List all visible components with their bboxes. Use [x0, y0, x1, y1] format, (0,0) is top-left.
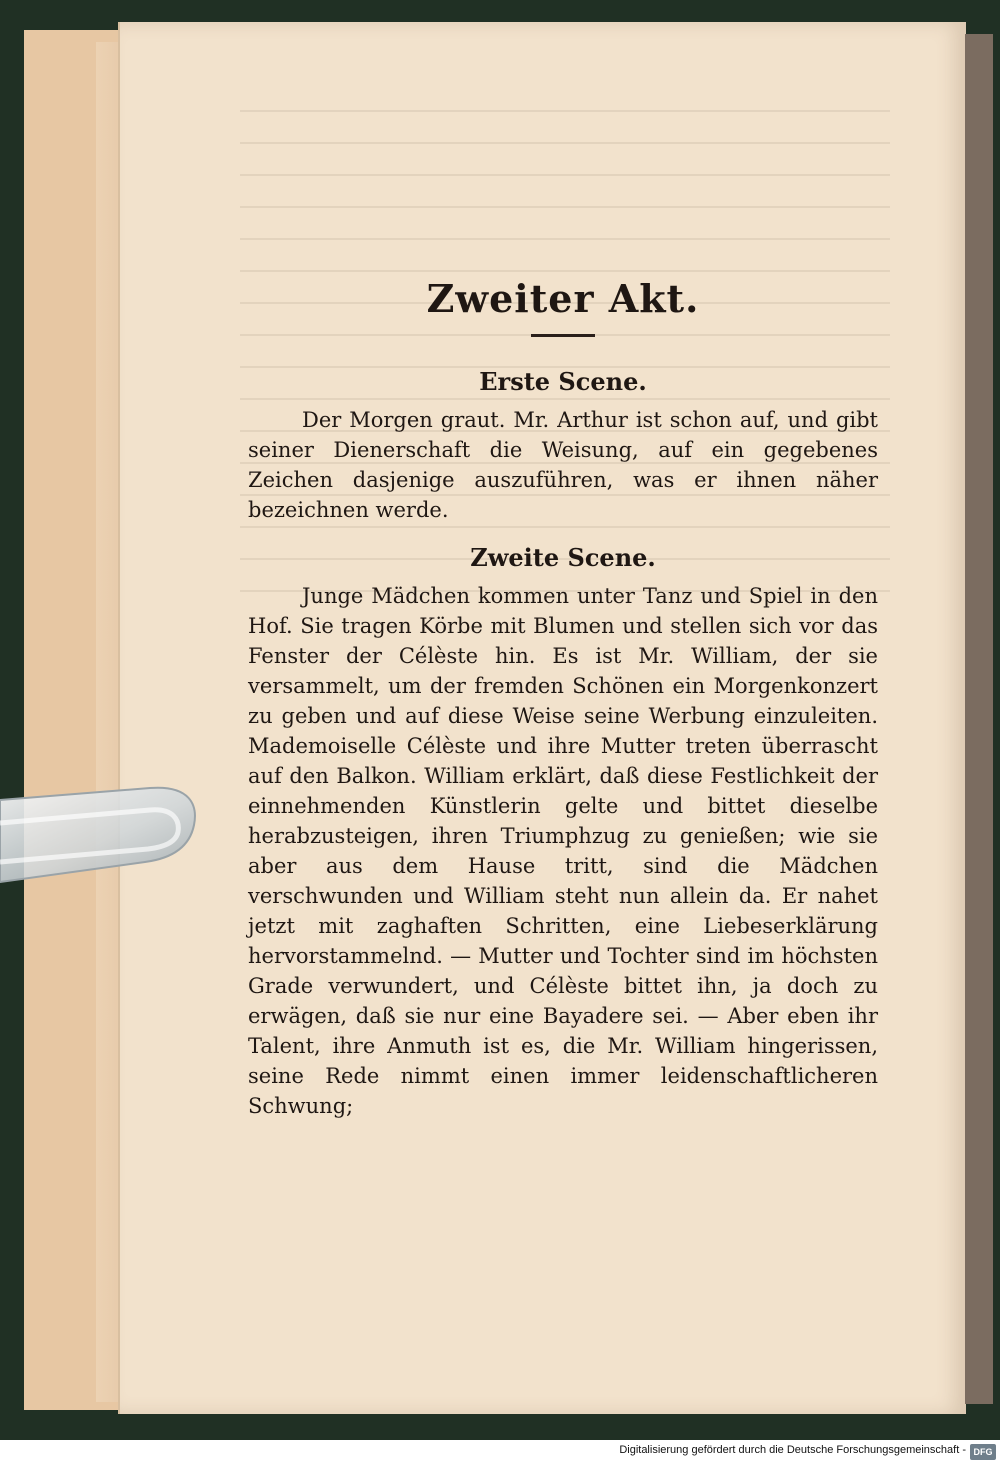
page-shadow-strip	[965, 34, 993, 1404]
footer-bar	[0, 1440, 1000, 1465]
scene-2-text: Junge Mädchen kommen unter Tanz und Spiel in den Hof. Sie tragen Körbe mit Blumen und stellen sich vor das Fenster der Célèste hin. Es ist Mr. William, der sie versammelt, um der fremden Schönen ein Morgenkonzert zu geben und auf diese Weise seine Werbung einzuleiten. Mademoiselle Célèste und ihre Mutter treten überrascht auf den Balkon. William erklärt, daß diese Festlichkeit der einnehmenden Künstlerin gelte und bittet dieselbe herabzusteigen, ihren Triumphzug zu genießen; wie sie aber aus dem Hause tritt, sind die Mädchen verschwunden und William steht nun allein da. Er nahet jetzt mit zaghaften Schritten, eine Liebeserklärung hervorstammelnd. — Mutter und Tochter sind im höchsten Grade verwundert, und Célèste bittet ihn, ja doch zu erwägen, daß sie nur eine Bayadere sei. — Aber eben ihr Talent, ihre Anmuth ist es, die Mr. William hingerissen, seine Rede nimmt einen immer leidenschaftlicheren Schwung;	[248, 584, 878, 1118]
dfg-logo-icon: DFG	[970, 1444, 996, 1460]
page-text	[248, 270, 878, 1137]
scene-1-text: Der Morgen graut. Mr. Arthur ist schon auf, und gibt seiner Dienerschaft die Weisung, auf ein gegebenes Zeichen dasjenige auszuführen, was er ihnen näher bezeichnen werde.	[248, 408, 878, 522]
scene-heading-2: Zweite Scene.	[470, 543, 656, 572]
page-clip	[0, 780, 196, 892]
act-title: Zweiter Akt.	[426, 276, 700, 321]
scene-heading-1: Erste Scene.	[479, 367, 647, 396]
title-divider	[531, 334, 595, 337]
digitization-credit: Digitalisierung gefördert durch die Deutsche Forschungsgemeinschaft -	[619, 1444, 966, 1456]
